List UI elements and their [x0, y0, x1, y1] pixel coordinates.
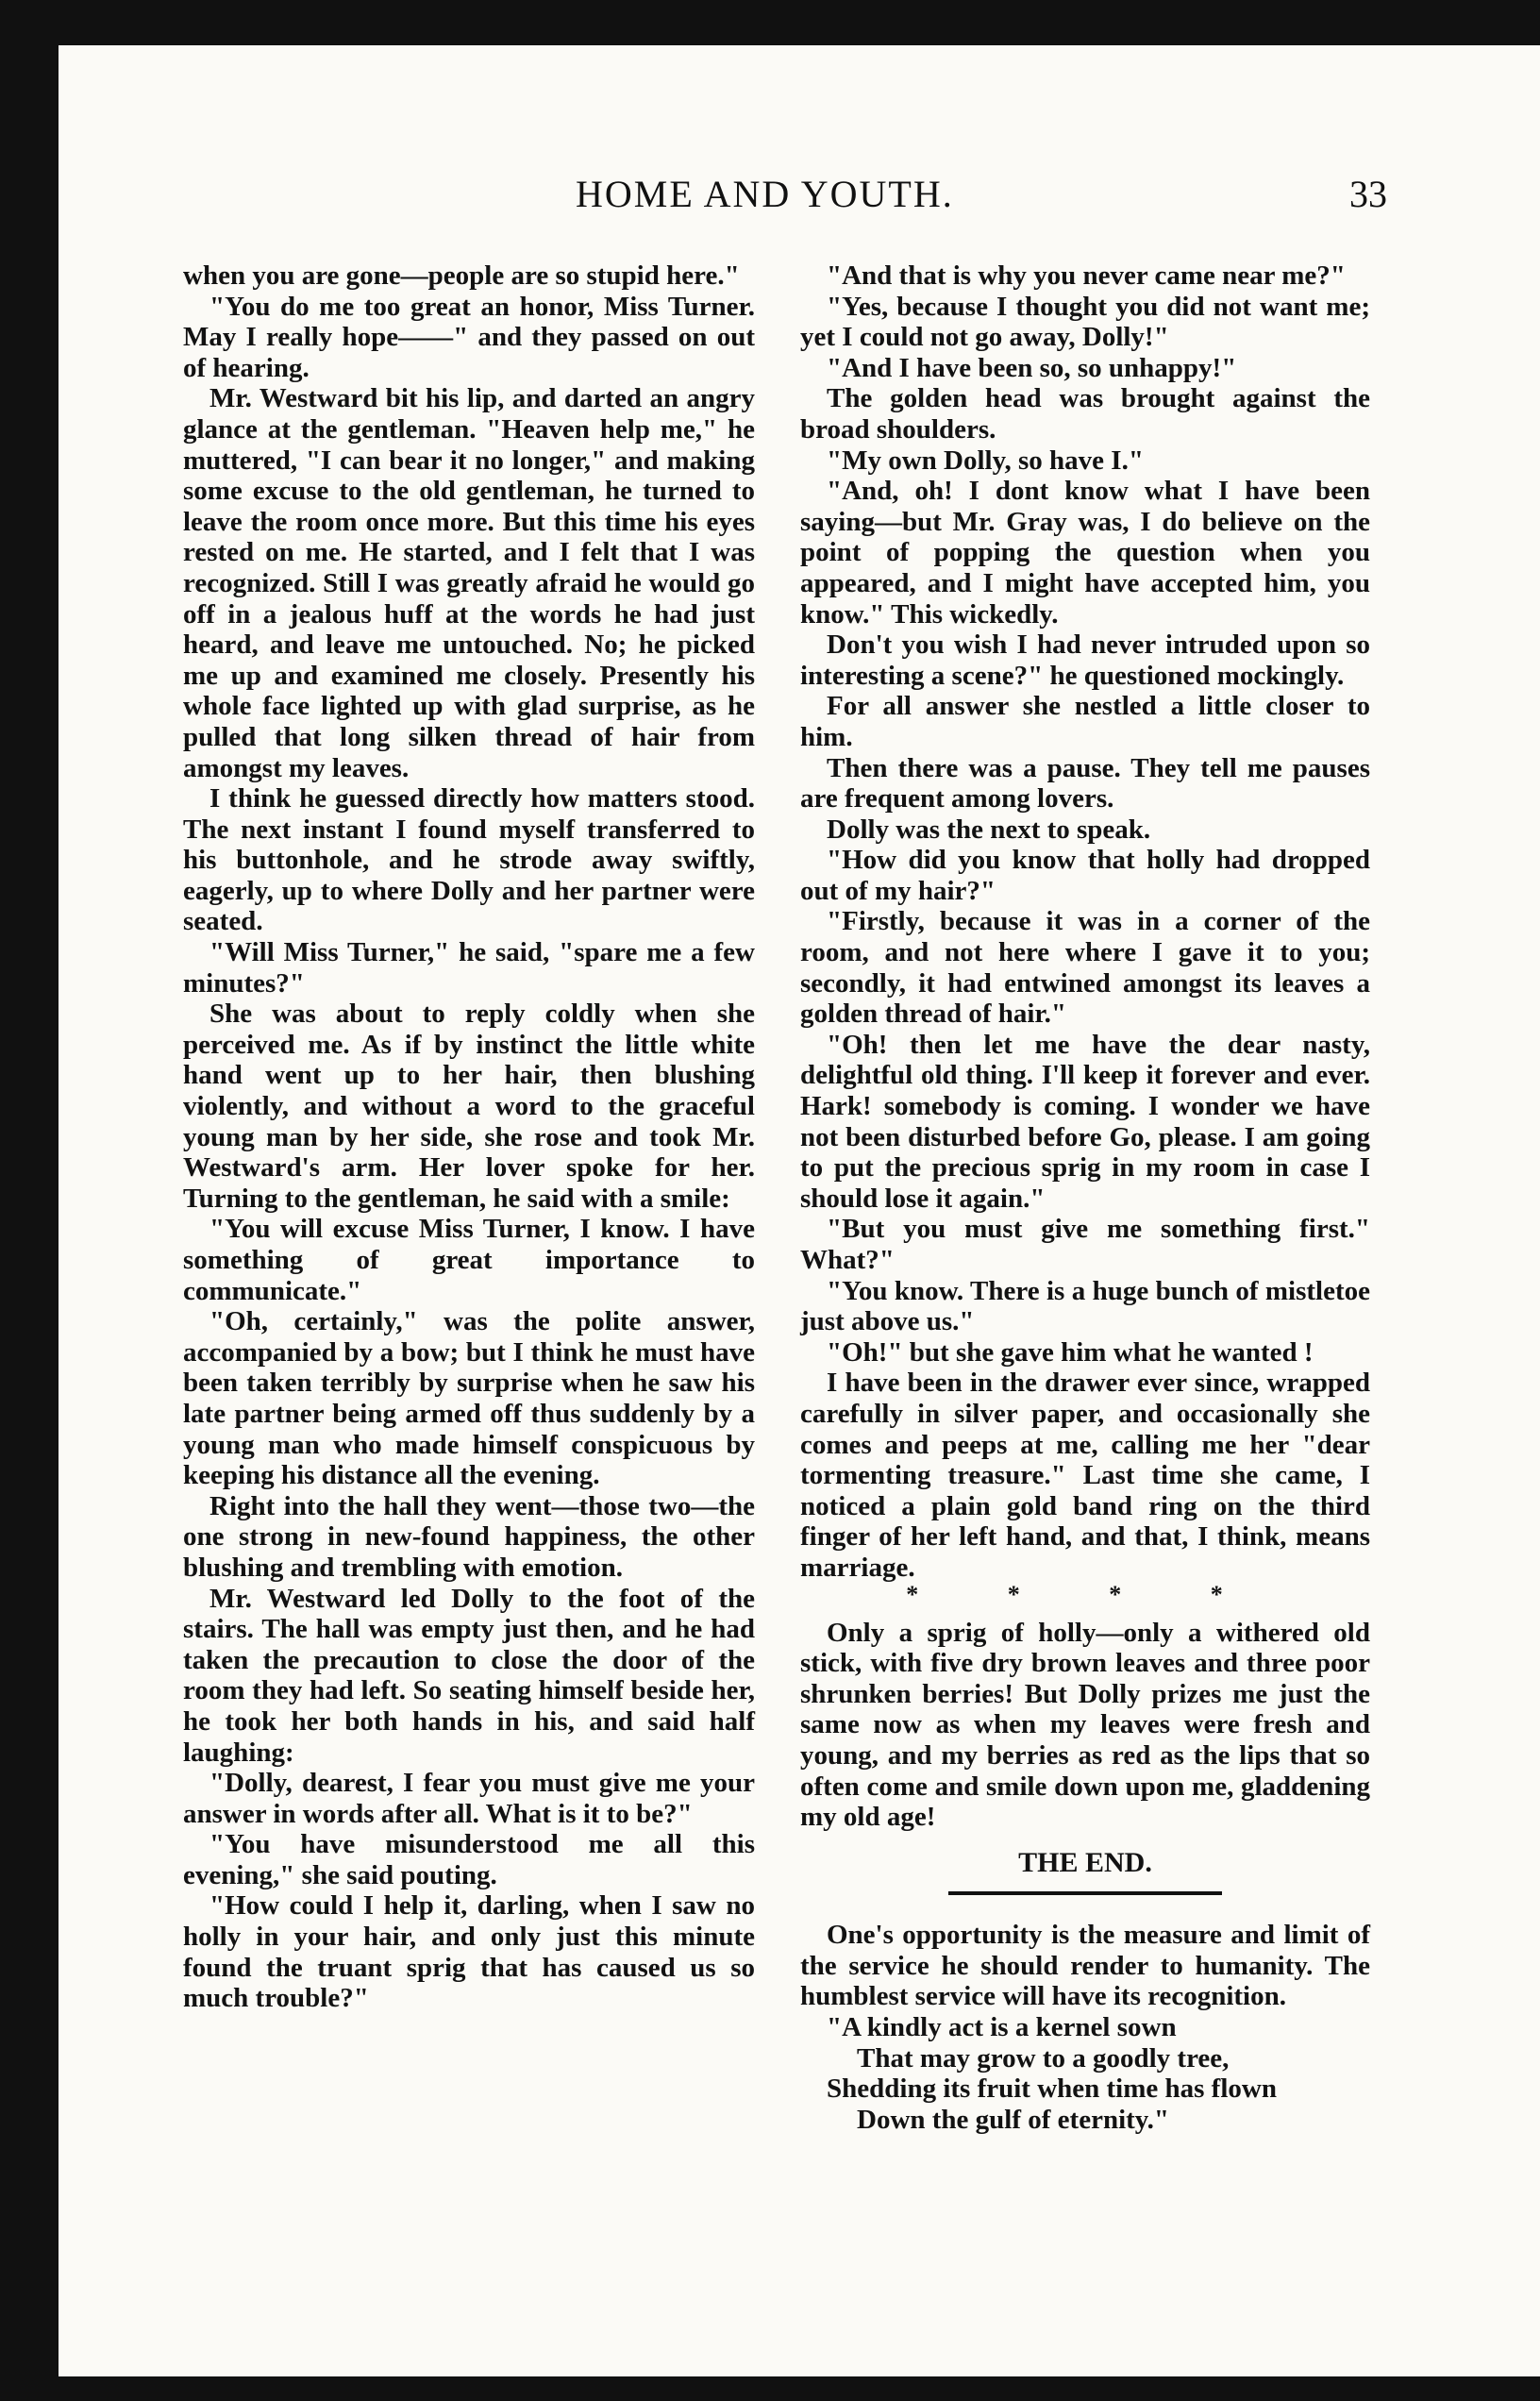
left-column: [183, 260, 755, 2014]
paragraph: "But you must give me something first." What?": [800, 1214, 1370, 1275]
paragraph: "Oh! then let me have the dear nasty, delightful old thing. I'll keep it forever and ever. Hark! somebody is coming. I wonder we have not been disturbed before Go, please. I am going to put the precious sprig in my room in case I should lose it again.": [800, 1029, 1370, 1214]
paragraph: I have been in the drawer ever since, wrapped carefully in silver paper, and occasionally she comes and peeps at me, calling me her "dear tormenting treasure." Last time she came, I noticed a plain gold band ring on the third finger of her left hand, and that, I think, means marriage.: [800, 1368, 1370, 1583]
page-header: [566, 172, 1387, 228]
paragraph: "Oh, certainly," was the polite answer, accompanied by a bow; but I think he must have been taken terribly by surprise when he saw his late partner being armed off thus suddenly by a young man who made himself conspicuous by keeping his distance all the evening.: [183, 1306, 755, 1491]
verse-line: Down the gulf of eternity.": [857, 2104, 1170, 2135]
paragraph: "Dolly, dearest, I fear you must give me your answer in words after all. What is it to be?": [183, 1768, 755, 1829]
paragraph: "Yes, because I thought you did not want me; yet I could not go away, Dolly!": [800, 291, 1370, 353]
paragraph: Mr. Westward led Dolly to the foot of the stairs. The hall was empty just then, and he had taken the precaution to close the door of the room they had left. So seating himself beside her, he took her both hands in his, and said half laughing:: [183, 1583, 755, 1768]
paragraph: She was about to reply coldly when she perceived me. As if by instinct the little white hand went up to her hair, then blushing violently, and without a word to the graceful young man by her side, she rose and took Mr. Westward's arm. Her lover spoke for her. Turning to the gentleman, he said with a smile:: [183, 999, 755, 1214]
page-number: 33: [1349, 173, 1387, 215]
paragraph: "Oh!" but she gave him what he wanted !: [827, 1336, 1314, 1368]
paragraph: Dolly was the next to speak.: [827, 814, 1151, 845]
paragraph: "How could I help it, darling, when I saw no holly in your hair, and only just this minute found the truant sprig that has caused us so much trouble?": [183, 1890, 755, 2014]
verse-line: That may grow to a goodly tree,: [857, 2042, 1230, 2074]
filler-paragraph: One's opportunity is the measure and limit of the service he should render to humanity. The humblest service will have its recognition.: [800, 1920, 1370, 2012]
paragraph: Then there was a pause. They tell me pauses are frequent among lovers.: [800, 752, 1370, 814]
paragraph: "Firstly, because it was in a corner of the room, and not here where I gave it to you; secondly, it had entwined amongst its leaves a golden thread of hair.": [800, 906, 1370, 1030]
paragraph: For all answer she nestled a little closer to him.: [800, 691, 1370, 752]
paragraph: "And I have been so, so unhappy!": [827, 352, 1237, 383]
verse-line: "A kindly act is a kernel sown: [827, 2012, 1177, 2043]
divider-rule: [948, 1891, 1222, 1895]
running-title: HOME AND YOUTH.: [576, 173, 954, 215]
paragraph: "You do me too great an honor, Miss Turner. May I really hope——" and they passed on out of hearing.: [183, 291, 755, 383]
paragraph: "You know. There is a huge bunch of mistletoe just above us.": [800, 1275, 1370, 1337]
paragraph: Don't you wish I had never intruded upon so interesting a scene?" he questioned mockingly.: [800, 630, 1370, 691]
the-end-label: THE END.: [1018, 1846, 1152, 1878]
paragraph: Right into the hall they went—those two—the one strong in new-found happiness, the other blushing and trembling with emotion.: [183, 1490, 755, 1583]
paragraph: "And that is why you never came near me?": [827, 260, 1346, 291]
paragraph: Mr. Westward bit his lip, and darted an angry glance at the gentleman. "Heaven help me," he muttered, "I can bear it no longer," and making some excuse to the old gentleman, he turned to leave the room once more. But this time his eyes rested on me. He started, and I felt that I was recognized. Still I was greatly afraid he would go off in a jealous huff at the words he had just heard, and leave me untouched. No; he picked me up and examined me closely. Presently his whole face lighted up with glad surprise, as he pulled that long silken thread of hair from amongst my leaves.: [183, 383, 755, 783]
closing-paragraph: Only a sprig of holly—only a withered old stick, with five dry brown leaves and three poor shrunken berries! But Dolly prizes me just the same now as when my leaves were fresh and young, and my berries as red as the lips that so often come and smile down upon me, gladdening my old age!: [800, 1617, 1370, 1833]
verse-line: Shedding its fruit when time has flown: [827, 2074, 1277, 2105]
section-break-stars: * * * *: [906, 1580, 1264, 1608]
paragraph: "And, oh! I dont know what I have been saying—but Mr. Gray was, I do believe on the point of popping the question when you appeared, and I might have accepted him, you know." This wickedly.: [800, 476, 1370, 630]
right-column: [800, 260, 1370, 2135]
verse: [800, 2012, 1370, 2135]
paragraph: "You will excuse Miss Turner, I know. I have something of great importance to communicate.": [183, 1214, 755, 1306]
paragraph: "You have misunderstood me all this evening," she said pouting.: [183, 1829, 755, 1890]
paragraph: "How did you know that holly had dropped out of my hair?": [800, 845, 1370, 906]
paragraph: "Will Miss Turner," he said, "spare me a few minutes?": [183, 937, 755, 999]
paragraph: when you are gone—people are so stupid here.": [183, 260, 740, 291]
paragraph: The golden head was brought against the broad shoulders.: [800, 383, 1370, 445]
paragraph: "My own Dolly, so have I.": [827, 445, 1144, 476]
paragraph: I think he guessed directly how matters stood. The next instant I found myself transferred to his buttonhole, and he strode away swiftly, eagerly, up to where Dolly and her partner were seated.: [183, 783, 755, 937]
